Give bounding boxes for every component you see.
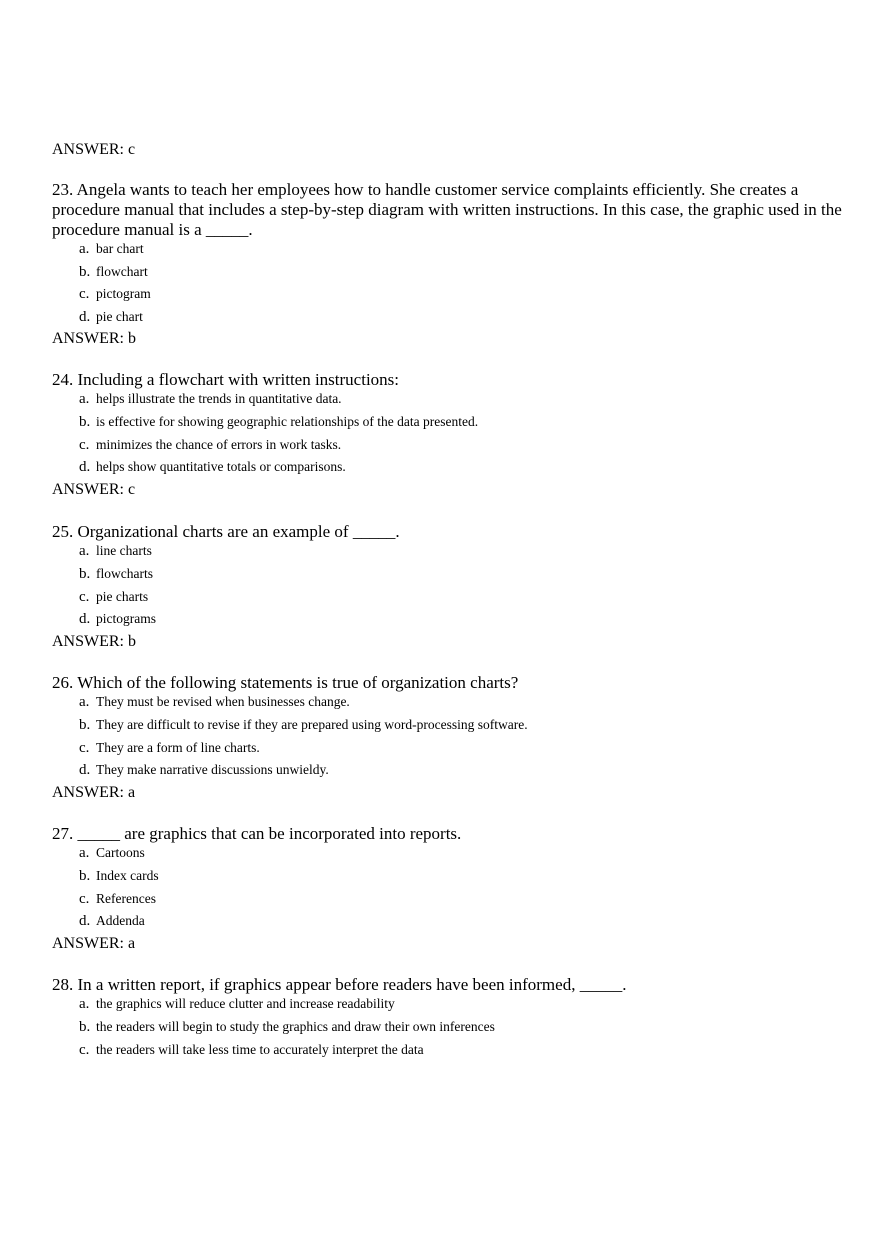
option-text: flowchart (96, 264, 148, 279)
option-letter: d. (79, 611, 91, 627)
answer-line-22: ANSWER: c (52, 141, 136, 158)
question-25-option-b (79, 565, 153, 583)
answer-line-23: ANSWER: b (52, 330, 136, 347)
question-24-option-c (79, 436, 341, 454)
option-text: Addenda (96, 913, 145, 928)
question-23-stem: 23. Angela wants to teach her employees how to handle customer service complaints efficiently. She creates a procedure manual that includes a step-by-step diagram with written instructions. In this case, the graphic used in the procedure manual is a _____. (52, 180, 842, 239)
option-letter: c. (79, 437, 90, 453)
option-text: the readers will take less time to accurately interpret the data (96, 1042, 424, 1057)
option-text: They must be revised when businesses change. (96, 694, 350, 709)
answer-line-25: ANSWER: b (52, 633, 136, 650)
option-letter: b. (79, 1019, 91, 1035)
option-text: References (96, 891, 156, 906)
option-text: pictograms (96, 611, 156, 626)
question-24-option-a (79, 390, 342, 408)
option-letter: d. (79, 309, 91, 325)
option-text: Index cards (96, 868, 159, 883)
option-text: line charts (96, 543, 152, 558)
question-27-option-c (79, 890, 156, 908)
option-text: is effective for showing geographic relationships of the data presented. (96, 414, 479, 429)
option-text: Cartoons (96, 845, 145, 860)
question-28-option-a (79, 995, 395, 1013)
question-26-option-a (79, 693, 350, 711)
question-27-option-a (79, 844, 145, 862)
option-letter: a. (79, 996, 90, 1012)
question-27-option-b (79, 867, 159, 885)
option-text: helps show quantitative totals or comparisons. (96, 459, 346, 474)
option-letter: a. (79, 694, 90, 710)
question-27-option-d (79, 912, 145, 930)
question-24-option-d (79, 458, 346, 476)
question-23-option-c (79, 285, 151, 303)
question-25-option-d (79, 610, 156, 628)
option-letter: d. (79, 459, 91, 475)
question-27-stem: 27. _____ are graphics that can be incorporated into reports. (52, 824, 462, 843)
question-25-option-a (79, 542, 152, 560)
option-letter: b. (79, 414, 91, 430)
question-26-option-b (79, 716, 528, 734)
option-letter: b. (79, 566, 91, 582)
option-letter: c. (79, 891, 90, 907)
question-28-stem: 28. In a written report, if graphics appear before readers have been informed, _____. (52, 975, 627, 994)
option-text: pictogram (96, 286, 151, 301)
option-text: They make narrative discussions unwieldy. (96, 762, 329, 777)
question-25-stem: 25. Organizational charts are an example of _____. (52, 522, 400, 541)
option-letter: c. (79, 589, 90, 605)
answer-line-26: ANSWER: a (52, 784, 136, 801)
option-text: helps illustrate the trends in quantitative data. (96, 391, 342, 406)
option-letter: d. (79, 913, 91, 929)
question-28-option-c (79, 1041, 424, 1059)
option-text: minimizes the chance of errors in work tasks. (96, 437, 342, 452)
option-letter: a. (79, 391, 90, 407)
option-letter: a. (79, 241, 90, 257)
question-26-option-c (79, 739, 260, 757)
option-text: pie charts (96, 589, 149, 604)
question-26-stem: 26. Which of the following statements is true of organization charts? (52, 673, 519, 692)
question-23-option-a (79, 240, 144, 258)
option-text: the graphics will reduce clutter and increase readability (96, 996, 395, 1011)
option-letter: b. (79, 264, 91, 280)
option-letter: a. (79, 845, 90, 861)
option-letter: d. (79, 762, 91, 778)
question-24-stem: 24. Including a flowchart with written instructions: (52, 370, 400, 389)
option-text: They are a form of line charts. (96, 740, 260, 755)
option-text: They are difficult to revise if they are prepared using word-processing software. (96, 717, 528, 732)
option-letter: c. (79, 740, 90, 756)
question-23-option-b (79, 263, 148, 281)
question-24-option-b (79, 413, 478, 431)
option-text: the readers will begin to study the graphics and draw their own inferences (96, 1019, 495, 1034)
option-letter: c. (79, 1042, 90, 1058)
question-23-option-d (79, 308, 143, 326)
option-letter: a. (79, 543, 90, 559)
question-26-option-d (79, 761, 329, 779)
option-text: flowcharts (96, 566, 153, 581)
answer-line-24: ANSWER: c (52, 481, 136, 498)
question-25-option-c (79, 588, 148, 606)
option-text: bar chart (96, 241, 144, 256)
answer-line-27: ANSWER: a (52, 935, 136, 952)
option-text: pie chart (96, 309, 143, 324)
option-letter: c. (79, 286, 90, 302)
option-letter: b. (79, 717, 91, 733)
option-letter: b. (79, 868, 91, 884)
question-28-option-b (79, 1018, 495, 1036)
